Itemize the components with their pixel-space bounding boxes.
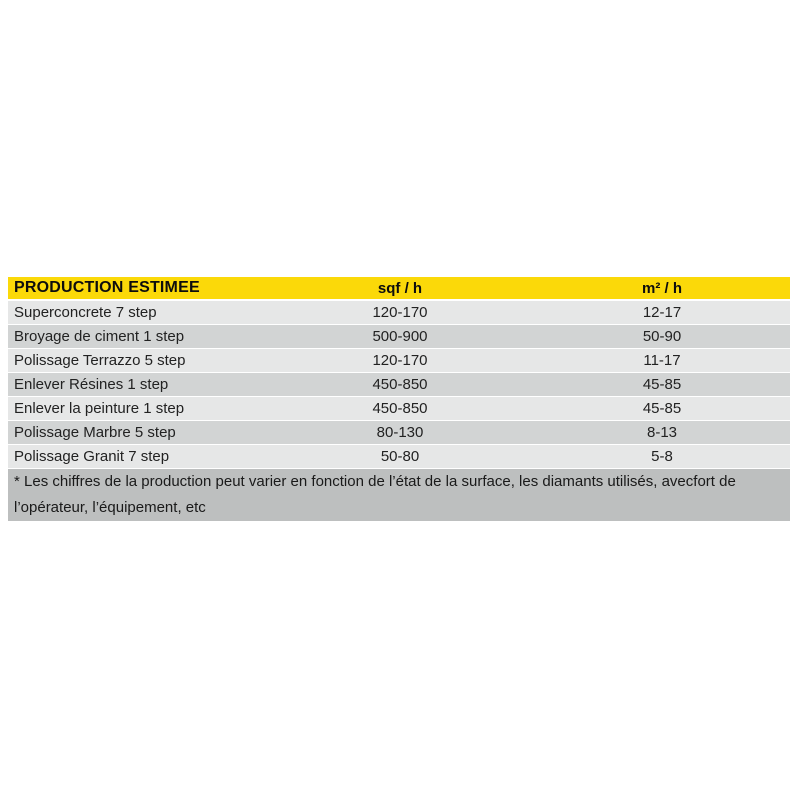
- sqf-value: 450-850: [372, 376, 428, 393]
- column-header-sqf-per-h: sqf / h: [377, 279, 423, 297]
- sqf-value: 80-130: [376, 424, 424, 441]
- production-table: [8, 277, 790, 521]
- table-row: [8, 445, 790, 468]
- m2-value: 50-90: [642, 328, 682, 345]
- row-label: Superconcrete 7 step: [14, 304, 157, 321]
- m2-value: 45-85: [642, 400, 682, 417]
- table-row: [8, 301, 790, 324]
- m2-value: 45-85: [642, 376, 682, 393]
- table-row: [8, 325, 790, 348]
- table-row: [8, 373, 790, 396]
- table-row: [8, 349, 790, 372]
- sqf-value: 50-80: [380, 448, 420, 465]
- m2-value: 5-8: [651, 448, 673, 465]
- column-header-m2-per-h: m² / h: [642, 279, 682, 297]
- table-header-row: [8, 277, 790, 299]
- table-title: PRODUCTION ESTIMEE: [14, 279, 200, 296]
- m2-value: 11-17: [643, 352, 681, 369]
- sqf-value: 120-170: [372, 304, 428, 321]
- table-row: [8, 421, 790, 444]
- row-label: Polissage Terrazzo 5 step: [14, 352, 186, 369]
- row-label: Enlever la peinture 1 step: [14, 400, 185, 417]
- row-label: Polissage Granit 7 step: [14, 448, 170, 465]
- table-row: [8, 397, 790, 420]
- m2-value: 8-13: [646, 424, 678, 441]
- row-label: Enlever Résines 1 step: [14, 376, 169, 393]
- row-label: Broyage de ciment 1 step: [14, 328, 185, 345]
- sqf-value: 450-850: [372, 400, 428, 417]
- table-footnote: * Les chiffres de la production peut varier en fonction de l’état de la surface, les diamants utilisés, avecfort de l’opérateur, l’équipement, etc: [8, 469, 790, 521]
- row-label: Polissage Marbre 5 step: [14, 424, 176, 441]
- m2-value: 12-17: [642, 304, 682, 321]
- sqf-value: 120-170: [372, 352, 428, 369]
- sqf-value: 500-900: [372, 328, 428, 345]
